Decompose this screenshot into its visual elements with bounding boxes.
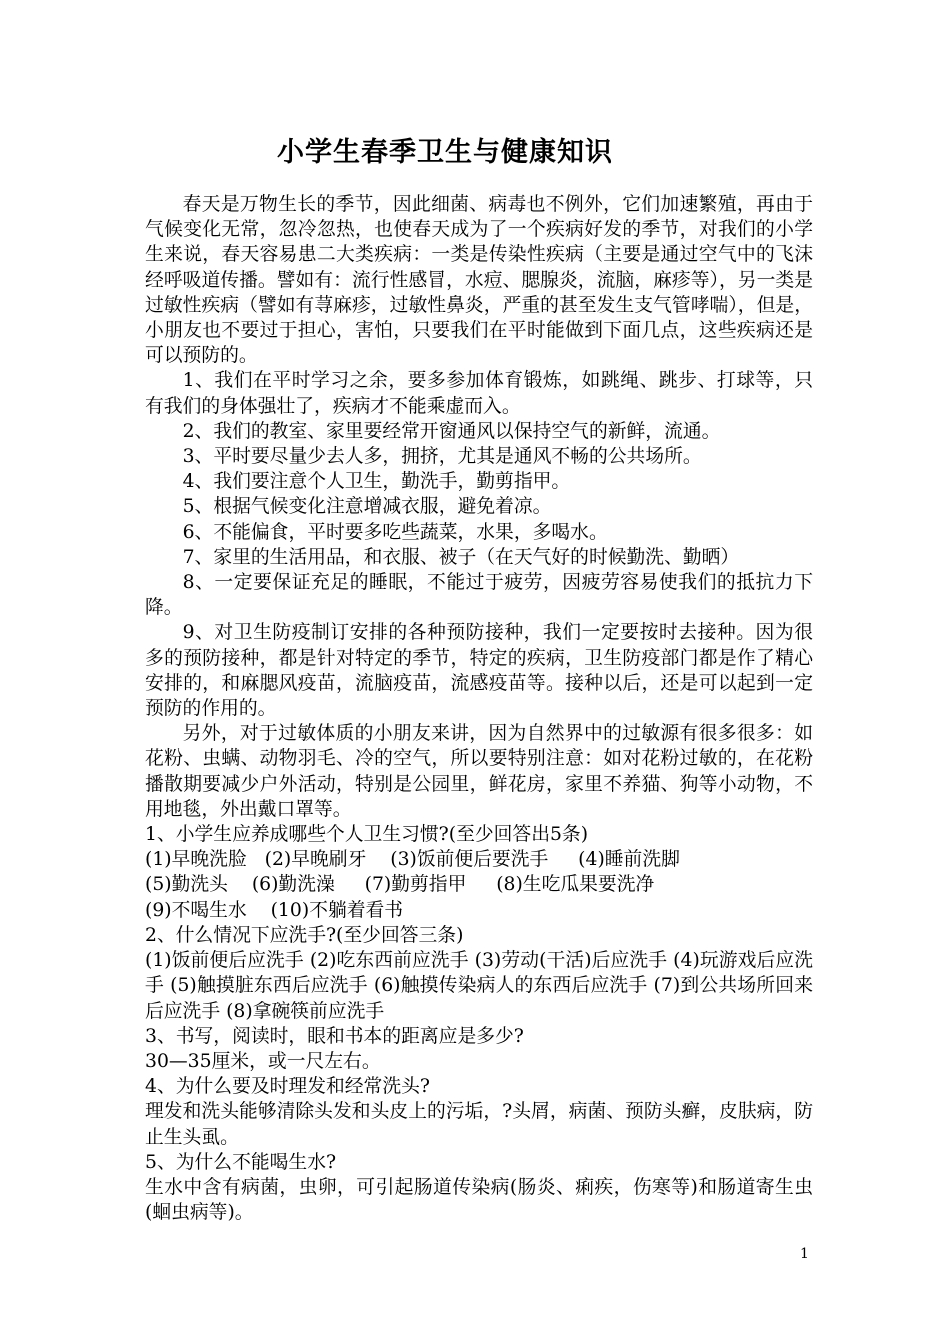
answer-5: 生水中含有病菌，虫卵，可引起肠道传染病(肠炎、痢疾，伤寒等)和肠道寄生虫(蛔虫病等)。: [145, 1176, 813, 1224]
question-2: 2、什么情况下应洗手?(至少回答三条): [145, 924, 464, 946]
tip-7: 7、家里的生活用品，和衣服、被子（在天气好的时候勤洗、勤晒）: [182, 546, 740, 568]
answer-4: 理发和洗头能够清除头发和头皮上的污垢，?头屑，病菌、预防头癣，皮肤病，防止生头虱。: [145, 1101, 813, 1148]
tip-2: 2、我们的教室、家里要经常开窗通风以保持空气的新鲜，流通。: [182, 420, 721, 442]
answer-1-line-1: (1)早晚洗脸 (2)早晚刷牙 (3)饭前便后要洗手 (4)睡前洗脚: [145, 849, 680, 871]
question-5: 5、为什么不能喝生水?: [145, 1151, 337, 1173]
question-1: 1、小学生应养成哪些个人卫生习惯?(至少回答出5条): [145, 824, 589, 846]
tip-6: 6、不能偏食，平时要多吃些蔬菜，水果，多喝水。: [182, 521, 608, 543]
tip-8: 8、一定要保证充足的睡眠，不能过于疲劳，因疲劳容易使我们的抵抗力下降。: [145, 572, 813, 619]
tip-1: 1、我们在平时学习之余，要多参加体育锻炼，如跳绳、跳步、打球等，只有我们的身体强壮了，疾病才不能乘虚而入。: [145, 370, 813, 417]
answer-1-line-3: (9)不喝生水 (10)不躺着看书: [145, 899, 404, 921]
document-body: [145, 192, 813, 1225]
tip-5: 5、根据气候变化注意增减衣服，避免着凉。: [182, 496, 552, 518]
intro-paragraph: 春天是万物生长的季节，因此细菌、病毒也不例外，它们加速繁殖，再由于气候变化无常，忽冷忽热，也使春天成为了一个疾病好发的季节，对我们的小学生来说，春天容易患二大类疾病：一类是传染性疾病（主要是通过空气中的飞沫经呼吸道传播。譬如有：流行性感冒，水痘、腮腺炎，流脑，麻疹等），另一类是过敏性疾病（譬如有荨麻疹，过敏性鼻炎，严重的甚至发生支气管哮喘），但是，小朋友也不要过于担心，害怕，只要我们在平时能做到下面几点，这些疾病还是可以预防的。: [145, 194, 813, 367]
question-4: 4、为什么要及时理发和经常洗头?: [145, 1076, 430, 1098]
page-title: 小学生春季卫生与健康知识: [277, 137, 613, 168]
allergy-paragraph: 另外，对于过敏体质的小朋友来讲，因为自然界中的过敏源有很多很多：如花粉、虫螨、动物羽毛、冷的空气，所以要特别注意：如对花粉过敏的，在花粉播散期要减少户外活动，特别是公园里，鲜花房，家里不养猫、狗等小动物，不用地毯，外出戴口罩等。: [145, 723, 813, 820]
question-3: 3、书写，阅读时，眼和书本的距离应是多少?: [145, 1025, 524, 1047]
tip-3: 3、平时要尽量少去人多，拥挤，尤其是通风不畅的公共场所。: [182, 446, 702, 468]
answer-2: (1)饭前便后应洗手 (2)吃东西前应洗手 (3)劳动(干活)后应洗手 (4)玩游戏后应洗手 (5)触摸脏东西后应洗手 (6)触摸传染病人的东西后应洗手 (7)到公共场所回来后应洗手 (8)拿碗筷前应洗手: [145, 950, 813, 1022]
tip-9: 9、对卫生防疫制订安排的各种预防接种，我们一定要按时去接种。因为很多的预防接种，都是针对特定的季节，特定的疾病，卫生防疫部门都是作了精心安排的，和麻腮风疫苗，流脑疫苗，流感疫苗等。接种以后，还是可以起到一定预防的作用的。: [145, 622, 813, 720]
page-number: 1: [800, 1246, 809, 1262]
answer-3: 30—35厘米，或一尺左右。: [145, 1050, 381, 1072]
answer-1-line-2: (5)勤洗头 (6)勤洗澡 (7)勤剪指甲 (8)生吃瓜果要洗净: [145, 874, 655, 896]
tip-4: 4、我们要注意个人卫生，勤洗手，勤剪指甲。: [182, 471, 571, 493]
